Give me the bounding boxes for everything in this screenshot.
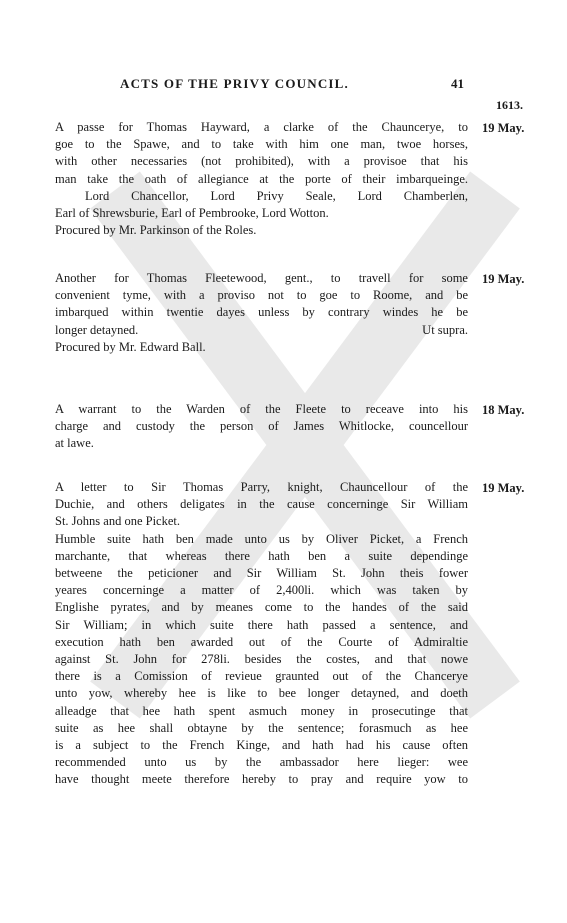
margin-date: 19 May.: [482, 121, 525, 135]
text-line: St. Johns and one Picket.: [55, 514, 180, 529]
margin-date: 19 May.: [482, 272, 525, 286]
body-line: marchante, that whereas there hath ben a suite dependinge: [55, 548, 468, 563]
page-number: 41: [451, 76, 464, 91]
entry-fleetewood: [55, 270, 468, 356]
text-line: A letter to Sir Thomas Parry, knight, Chauncellour of the: [55, 480, 468, 494]
text-line: imbarqued within twentie dayes unless by contrary windes he be: [55, 305, 468, 320]
text-line: A passe for Thomas Hayward, a clarke of the Chaunceryе, to: [55, 120, 468, 134]
body-line: suite as hee shall obtayne by the sentence; forasmuch as hee: [55, 720, 468, 735]
body-line: betweene the peticioner and Sir William St. John theis fower: [55, 566, 468, 581]
signers-line: Lord Chancellor, Lord Privy Seale, Lord Chamberlen,: [85, 188, 468, 203]
body-line: alleadge that hee hath spent asmuch money in prosecutinge that: [55, 703, 468, 718]
ut-supra: Ut supra.: [422, 322, 468, 337]
text-line: goe to the Spawe, and to take with him one man, twoe horses,: [55, 137, 468, 152]
body-line: yeares concerninge a matter of 2,400li. which was taken by: [55, 583, 468, 598]
margin-date: 19 May.: [482, 481, 525, 495]
text-line: with other necessaries (not prohibited), with a provisoe that his: [55, 154, 468, 169]
text-line: charge and custody the person of James Whitlocke, councellour: [55, 419, 468, 434]
body-line: recommended unto us by the ambassador here lieger: wee: [55, 755, 468, 770]
body-line: execution hath ben awarded out of the Courte of Admiraltie: [55, 634, 468, 649]
entry-passe-hayward: [55, 119, 468, 239]
text-line: A warrant to the Warden of the Fleete to receave into his: [55, 402, 468, 416]
body-line: Englishe pyrates, and by meanes come to the handes of the said: [55, 600, 468, 615]
entry-warrant-fleete: [55, 401, 468, 453]
body-line: Sir William; in which suite there hath passed a sentence, and: [55, 617, 468, 632]
margin-year: 1613.: [496, 98, 523, 112]
procured-note: Procured by Mr. Edward Ball.: [55, 339, 206, 354]
body-line: against St. John for 278li. besides the costes, and that nowe: [55, 652, 468, 667]
body-line: unto yow, whereby hee is like to bee longer detayned, and doeth: [55, 686, 468, 701]
body-line: have thought meete therefore hereby to pray and require yow to: [55, 772, 468, 787]
margin-date: 18 May.: [482, 403, 525, 417]
body-line: is a subject to the French Kinge, and hath had his cause often: [55, 738, 468, 753]
body-line: Humble suite hath ben made unto us by Oliver Picket, a French: [55, 531, 468, 546]
text-line: Another for Thomas Fleetewood, gent., to travell for some: [55, 271, 468, 285]
entry-letter-parry: [55, 479, 468, 789]
body-line: there is a Comission of revieue graunted out of the Chancerye: [55, 669, 468, 684]
text-line: Duchie, and others deligates in the cause concerninge Sir William: [55, 497, 468, 512]
signers-line: Earl of Shrewsburie, Earl of Pembrooke, Lord Wotton.: [55, 206, 329, 221]
text-line-left: longer detayned.: [55, 322, 139, 337]
text-line: convenient tyme, with a proviso not to goe to Roome, and be: [55, 288, 468, 303]
procured-note: Procured by Mr. Parkinson of the Roles.: [55, 223, 257, 238]
text-line: man take the oath of allegiance at the porte of their imbarqueinge.: [55, 171, 468, 186]
text-line: at lawe.: [55, 436, 94, 451]
text-line: [55, 322, 468, 339]
running-head: ACTS OF THE PRIVY COUNCIL.: [120, 76, 349, 91]
